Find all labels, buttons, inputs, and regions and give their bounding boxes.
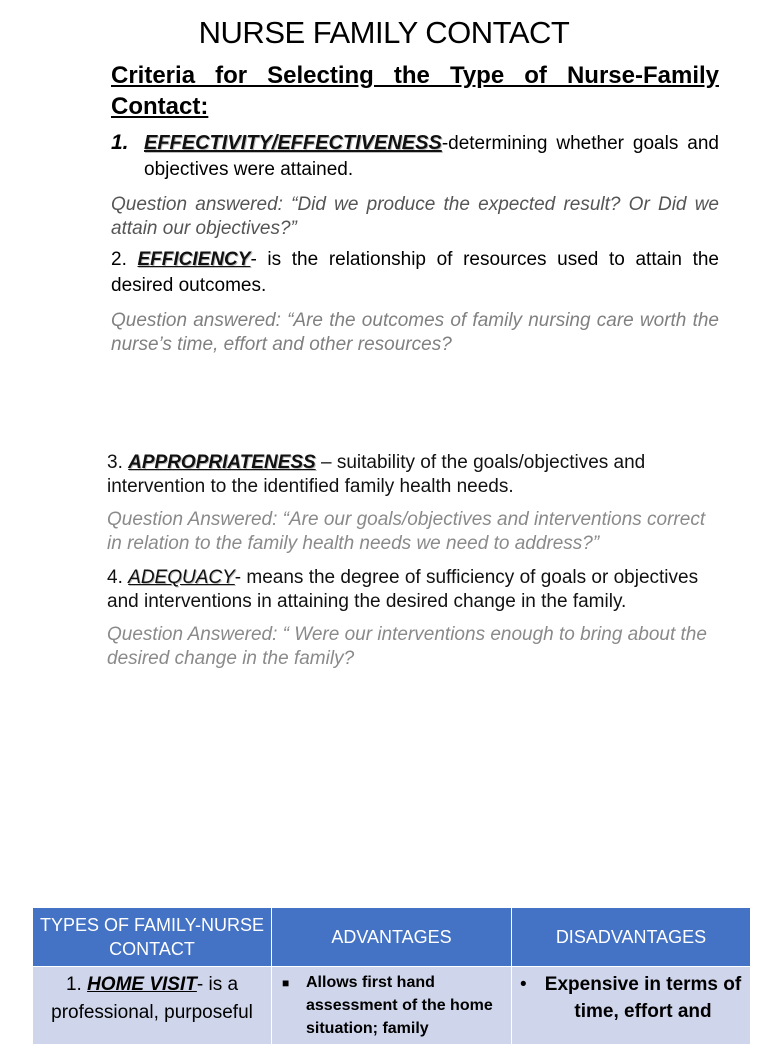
disadvantage-text: Expensive in terms of time, effort and	[544, 974, 742, 1022]
cell-advantage	[272, 967, 512, 1045]
cell-contact-type	[33, 967, 272, 1045]
term-adequacy: ADEQUACY	[128, 567, 235, 588]
term-appropriateness: APPROPRIATENESS	[128, 452, 316, 473]
item-number: 2.	[111, 249, 127, 270]
cell-disadvantage	[512, 967, 751, 1045]
column-header-types: TYPES OF FAMILY-NURSE CONTACT	[33, 908, 272, 967]
criteria-heading: Criteria for Selecting the Type of Nurse-Family Contact:	[111, 62, 719, 120]
criteria-item-effectiveness	[111, 130, 719, 183]
type-term-home-visit: HOME VISIT	[87, 974, 197, 995]
criteria-section	[111, 60, 719, 357]
type-definition: - is a professional, purposeful	[51, 974, 253, 1023]
square-bullet-icon: ■	[282, 976, 290, 990]
round-bullet-icon: •	[520, 974, 527, 995]
term-efficiency: EFFICIENCY	[137, 249, 251, 270]
criteria-section-continued	[107, 451, 707, 671]
definition-efficiency: - is the relationship of resources used to attain the desired outcomes.	[111, 249, 719, 296]
definition-appropriateness: – suitability of the goals/objectives and intervention to the identified family health needs.	[107, 452, 646, 497]
definition-effectiveness: -determining whether goals and objectives were attained.	[144, 133, 719, 180]
page-title: NURSE FAMILY CONTACT	[198, 15, 570, 50]
item-number: 1.	[111, 131, 129, 154]
criteria-item-adequacy	[107, 566, 707, 614]
criteria-item-efficiency	[111, 247, 719, 299]
question-adequacy: Question Answered: “ Were our interventions enough to bring about the desired change in the family?	[107, 624, 707, 669]
table-row	[33, 967, 751, 1045]
question-efficiency: Question answered: “Are the outcomes of family nursing care worth the nurse’s time, effort and other resources?	[111, 310, 719, 355]
column-header-advantages: ADVANTAGES	[272, 908, 512, 967]
table-header-row	[33, 908, 751, 967]
item-number: 3.	[107, 452, 123, 473]
criteria-item-appropriateness	[107, 451, 707, 499]
column-header-disadvantages: DISADVANTAGES	[512, 908, 751, 967]
type-number: 1.	[65, 974, 82, 995]
item-number: 4.	[107, 567, 123, 588]
question-effectiveness: Question answered: “Did we produce the expected result? Or Did we attain our objectives?”	[111, 194, 719, 239]
definition-adequacy: - means the degree of sufficiency of goals or objectives and interventions in attaining the desired change in the family.	[107, 567, 699, 612]
question-appropriateness: Question Answered: “Are our goals/objectives and interventions correct in relation to the family health needs we need to address?”	[107, 509, 706, 554]
advantage-text: Allows first hand assessment of the home situation; family	[306, 974, 493, 1037]
term-effectiveness: EFFECTIVITY/EFFECTIVENESS	[144, 132, 442, 154]
contact-types-table	[32, 907, 751, 1045]
